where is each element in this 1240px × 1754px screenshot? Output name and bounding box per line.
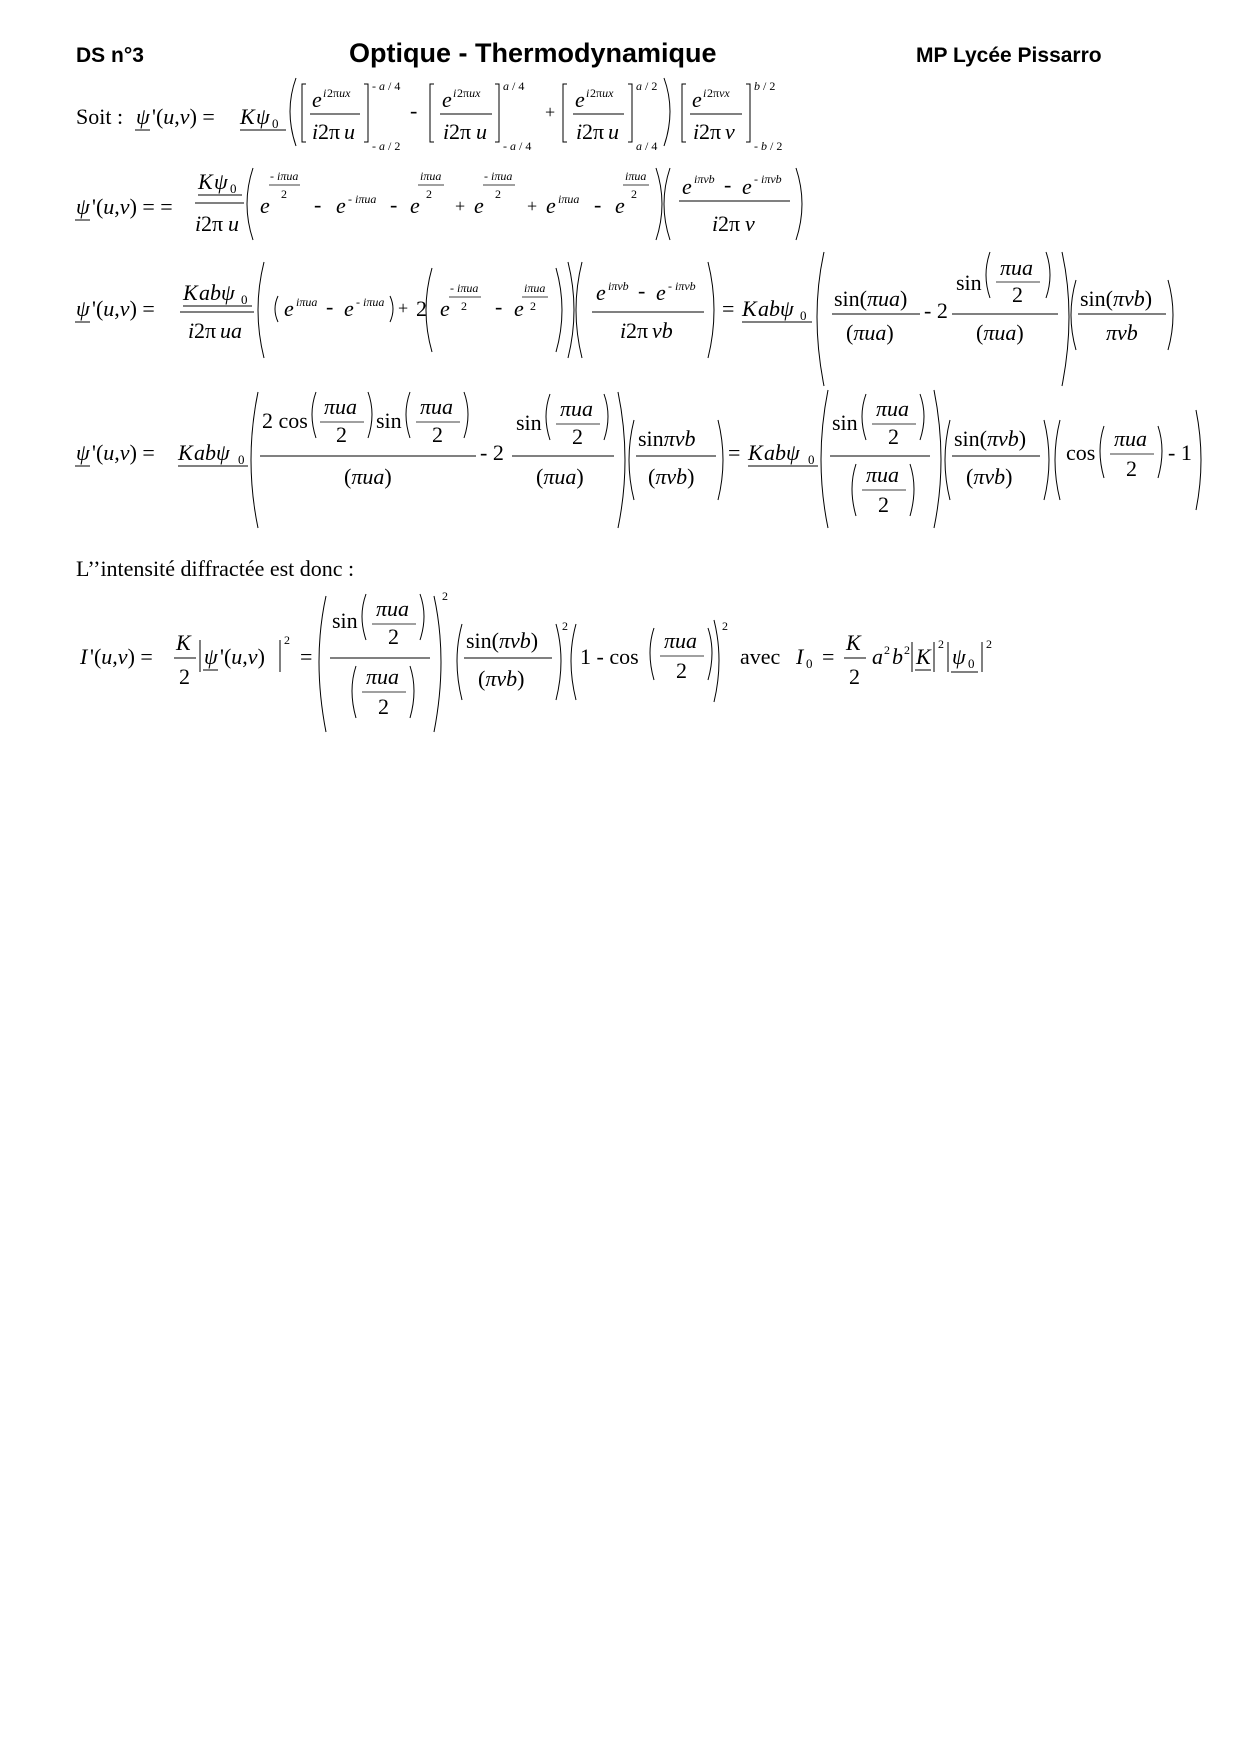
svg-text:- 2: - 2 <box>480 440 504 465</box>
svg-text:e: e <box>344 296 354 321</box>
svg-text:πua: πua <box>876 396 910 421</box>
svg-text:0: 0 <box>800 308 807 323</box>
svg-text:iπua: iπua <box>625 169 647 183</box>
svg-text:v: v <box>725 119 735 144</box>
svg-text:I: I <box>80 644 88 669</box>
svg-text:e: e <box>546 193 556 218</box>
svg-text:e: e <box>440 296 450 321</box>
svg-text:(πvb): (πvb) <box>478 666 525 691</box>
svg-text:2πux: 2πux <box>590 86 614 100</box>
svg-text:a: a <box>872 644 883 669</box>
svg-text:2: 2 <box>888 424 899 449</box>
svg-text:i: i <box>703 86 707 100</box>
svg-text:2: 2 <box>378 694 389 719</box>
svg-text:e: e <box>410 193 420 218</box>
svg-text:e: e <box>575 87 585 112</box>
svg-text:πua: πua <box>376 596 410 621</box>
svg-text:2π: 2π <box>318 119 341 144</box>
svg-text:-: - <box>314 192 322 217</box>
svg-text:'(u,v) =: '(u,v) = <box>152 104 215 129</box>
svg-text:i: i <box>312 119 319 144</box>
svg-text:-: - <box>495 294 503 319</box>
svg-text:-: - <box>724 172 732 197</box>
svg-text:2: 2 <box>442 589 448 603</box>
svg-text:a / 4: a / 4 <box>503 79 525 93</box>
svg-text:sin(πvb): sin(πvb) <box>466 628 539 653</box>
svg-text:e: e <box>656 280 666 305</box>
svg-text:K: K <box>916 644 931 669</box>
svg-text:(πua): (πua) <box>976 320 1024 345</box>
svg-text:πua: πua <box>366 664 400 689</box>
svg-text:- iπua: - iπua <box>348 192 377 206</box>
svg-text:K: K <box>846 630 861 655</box>
svg-text:-: - <box>594 192 602 217</box>
header-right: MP Lycée Pissarro <box>916 44 1102 67</box>
svg-text:2: 2 <box>676 658 687 683</box>
svg-text:- iπua: - iπua <box>484 169 513 183</box>
svg-text:K: K <box>198 169 213 194</box>
svg-text:πua: πua <box>866 462 900 487</box>
svg-text:ψ: ψ <box>136 104 150 129</box>
svg-text:sin: sin <box>332 608 358 633</box>
svg-text:K: K <box>176 630 191 655</box>
svg-text:=: = <box>300 644 313 669</box>
svg-text:i: i <box>576 119 583 144</box>
svg-text:2π: 2π <box>449 119 472 144</box>
svg-text:u: u <box>228 211 239 236</box>
svg-text:πvb: πvb <box>1106 320 1138 345</box>
svg-text:2: 2 <box>461 299 467 313</box>
svg-text:i: i <box>620 318 627 343</box>
svg-text:2: 2 <box>631 187 637 201</box>
svg-text:K: K <box>240 104 255 129</box>
svg-text:(πvb): (πvb) <box>648 464 695 489</box>
svg-text:2π: 2π <box>718 211 741 236</box>
svg-text:i: i <box>195 211 202 236</box>
svg-text:2πux: 2πux <box>327 86 351 100</box>
svg-text:2: 2 <box>884 643 890 657</box>
svg-text:- a / 2: - a / 2 <box>372 139 401 153</box>
eq1-label: Soit : <box>76 104 124 129</box>
svg-text:abψ: abψ <box>764 440 800 465</box>
svg-text:sin: sin <box>956 270 982 295</box>
svg-text:- b / 2: - b / 2 <box>754 139 783 153</box>
svg-text:ψ: ψ <box>76 440 90 465</box>
svg-text:2πux: 2πux <box>457 86 481 100</box>
svg-text:πua: πua <box>560 396 594 421</box>
svg-text:'(u,v) = =: '(u,v) = = <box>92 194 173 219</box>
equation-2 <box>75 168 802 240</box>
svg-text:+: + <box>398 298 409 318</box>
svg-text:- iπua: - iπua <box>270 169 299 183</box>
svg-text:I: I <box>796 644 804 669</box>
svg-text:2: 2 <box>416 296 427 321</box>
svg-text:e: e <box>615 193 625 218</box>
svg-text:-: - <box>390 192 398 217</box>
svg-text:e: e <box>312 87 322 112</box>
svg-text:0: 0 <box>808 452 815 467</box>
svg-text:i: i <box>323 86 327 100</box>
svg-text:e: e <box>692 87 702 112</box>
svg-text:0: 0 <box>230 181 237 196</box>
svg-text:0: 0 <box>238 452 245 467</box>
svg-text:e: e <box>514 296 524 321</box>
equation-intensity <box>79 589 992 732</box>
svg-text:a / 2: a / 2 <box>636 79 658 93</box>
svg-text:0: 0 <box>241 292 248 307</box>
svg-text:sin: sin <box>376 408 402 433</box>
svg-text:'(u,v) =: '(u,v) = <box>90 644 153 669</box>
svg-text:2π: 2π <box>699 119 722 144</box>
svg-text:πua: πua <box>324 394 358 419</box>
svg-text:2: 2 <box>388 624 399 649</box>
svg-text:iπvb: iπvb <box>608 279 629 293</box>
svg-text:2π: 2π <box>582 119 605 144</box>
svg-text:-: - <box>638 278 646 303</box>
svg-text:e: e <box>336 193 346 218</box>
svg-text:+: + <box>455 196 466 216</box>
svg-text:- iπvb: - iπvb <box>668 279 696 293</box>
svg-text:0: 0 <box>272 116 279 131</box>
svg-text:e: e <box>442 87 452 112</box>
header-left: DS n°3 <box>76 44 144 67</box>
svg-text:0: 0 <box>968 656 975 671</box>
svg-text:2π: 2π <box>626 318 649 343</box>
svg-text:abψ: abψ <box>758 296 794 321</box>
svg-text:2: 2 <box>530 299 536 313</box>
svg-text:=: = <box>822 644 835 669</box>
svg-text:e: e <box>742 174 752 199</box>
svg-text:2: 2 <box>849 664 860 689</box>
svg-text:i: i <box>188 318 195 343</box>
svg-text:ψ: ψ <box>952 644 966 669</box>
svg-text:(πvb): (πvb) <box>966 464 1013 489</box>
svg-text:K: K <box>183 280 198 305</box>
svg-text:2: 2 <box>284 633 290 647</box>
svg-text:2π: 2π <box>201 211 224 236</box>
svg-text:(πua): (πua) <box>536 464 584 489</box>
svg-text:sin(πvb): sin(πvb) <box>1080 286 1153 311</box>
svg-text:a / 4: a / 4 <box>636 139 658 153</box>
intensity-intro: L’’intensité diffractée est donc : <box>76 556 355 581</box>
svg-text:πua: πua <box>664 628 698 653</box>
svg-text:2: 2 <box>495 187 501 201</box>
svg-text:u: u <box>608 119 619 144</box>
svg-text:b: b <box>892 644 903 669</box>
svg-text:abψ: abψ <box>194 440 230 465</box>
svg-text:- iπua: - iπua <box>356 295 385 309</box>
svg-text:'(u,v): '(u,v) <box>220 644 265 669</box>
svg-text:(πua): (πua) <box>846 320 894 345</box>
svg-text:1 - cos: 1 - cos <box>580 644 639 669</box>
svg-text:- a / 4: - a / 4 <box>372 79 401 93</box>
svg-text:πua: πua <box>1114 426 1148 451</box>
svg-text:e: e <box>260 193 270 218</box>
svg-text:0: 0 <box>806 656 813 671</box>
svg-text:sin(πvb): sin(πvb) <box>954 426 1027 451</box>
svg-text:2: 2 <box>1126 456 1137 481</box>
svg-text:=: = <box>722 296 735 321</box>
svg-text:πua: πua <box>420 394 454 419</box>
svg-text:+: + <box>527 196 538 216</box>
svg-text:e: e <box>474 193 484 218</box>
equation-4 <box>75 390 1201 528</box>
svg-text:u: u <box>344 119 355 144</box>
svg-text:i: i <box>453 86 457 100</box>
svg-text:iπua: iπua <box>558 192 580 206</box>
svg-text:-: - <box>410 98 418 123</box>
svg-text:+: + <box>545 102 556 122</box>
svg-text:2: 2 <box>986 637 992 651</box>
svg-text:K: K <box>178 440 193 465</box>
equation-1 <box>135 78 782 153</box>
svg-text:2 cos: 2 cos <box>262 408 308 433</box>
svg-text:2: 2 <box>878 492 889 517</box>
svg-text:u: u <box>476 119 487 144</box>
svg-text:2: 2 <box>432 422 443 447</box>
svg-text:e: e <box>682 174 692 199</box>
svg-text:πua: πua <box>1000 255 1034 280</box>
svg-text:e: e <box>284 296 294 321</box>
svg-text:2: 2 <box>722 619 728 633</box>
svg-text:2: 2 <box>1012 282 1023 307</box>
svg-text:- 1: - 1 <box>1168 440 1192 465</box>
svg-text:(πua): (πua) <box>344 464 392 489</box>
svg-text:2: 2 <box>426 187 432 201</box>
svg-text:'(u,v) =: '(u,v) = <box>92 296 155 321</box>
svg-text:2: 2 <box>336 422 347 447</box>
svg-text:K: K <box>742 296 757 321</box>
svg-text:'(u,v) =: '(u,v) = <box>92 440 155 465</box>
document-title: Optique - Thermodynamique <box>349 38 717 68</box>
avec-word: avec <box>740 644 781 669</box>
svg-text:ψ: ψ <box>76 296 90 321</box>
svg-text:ψ: ψ <box>204 644 218 669</box>
svg-text:sin: sin <box>516 410 542 435</box>
svg-text:sinπvb: sinπvb <box>638 426 696 451</box>
svg-text:e: e <box>596 280 606 305</box>
svg-text:i: i <box>693 119 700 144</box>
svg-text:b / 2: b / 2 <box>754 79 776 93</box>
svg-text:abψ: abψ <box>199 280 235 305</box>
svg-text:-: - <box>326 294 334 319</box>
svg-text:iπua: iπua <box>420 169 442 183</box>
svg-text:2: 2 <box>179 664 190 689</box>
svg-text:- 2: - 2 <box>924 298 948 323</box>
svg-text:- a / 4: - a / 4 <box>503 139 532 153</box>
svg-text:ψ: ψ <box>256 104 270 129</box>
svg-text:iπvb: iπvb <box>694 172 715 186</box>
svg-text:2: 2 <box>938 637 944 651</box>
svg-text:ψ: ψ <box>76 194 90 219</box>
svg-text:2: 2 <box>562 619 568 633</box>
svg-text:ua: ua <box>220 318 242 343</box>
equation-3 <box>75 252 1173 386</box>
svg-text:i: i <box>712 211 719 236</box>
svg-text:2π: 2π <box>194 318 217 343</box>
svg-text:sin: sin <box>832 410 858 435</box>
svg-text:ψ: ψ <box>214 169 228 194</box>
svg-text:cos: cos <box>1066 440 1096 465</box>
svg-text:iπua: iπua <box>524 281 546 295</box>
svg-text:sin(πua): sin(πua) <box>834 286 908 311</box>
svg-text:v: v <box>745 211 755 236</box>
svg-text:2πvx: 2πvx <box>707 86 730 100</box>
svg-text:i: i <box>586 86 590 100</box>
svg-text:iπua: iπua <box>296 295 318 309</box>
svg-text:K: K <box>748 440 763 465</box>
svg-text:- iπua: - iπua <box>450 281 479 295</box>
svg-text:=: = <box>728 440 741 465</box>
svg-text:2: 2 <box>572 424 583 449</box>
svg-text:i: i <box>443 119 450 144</box>
svg-text:vb: vb <box>652 318 673 343</box>
svg-text:2: 2 <box>281 187 287 201</box>
svg-text:- iπvb: - iπvb <box>754 172 782 186</box>
svg-text:2: 2 <box>904 643 910 657</box>
